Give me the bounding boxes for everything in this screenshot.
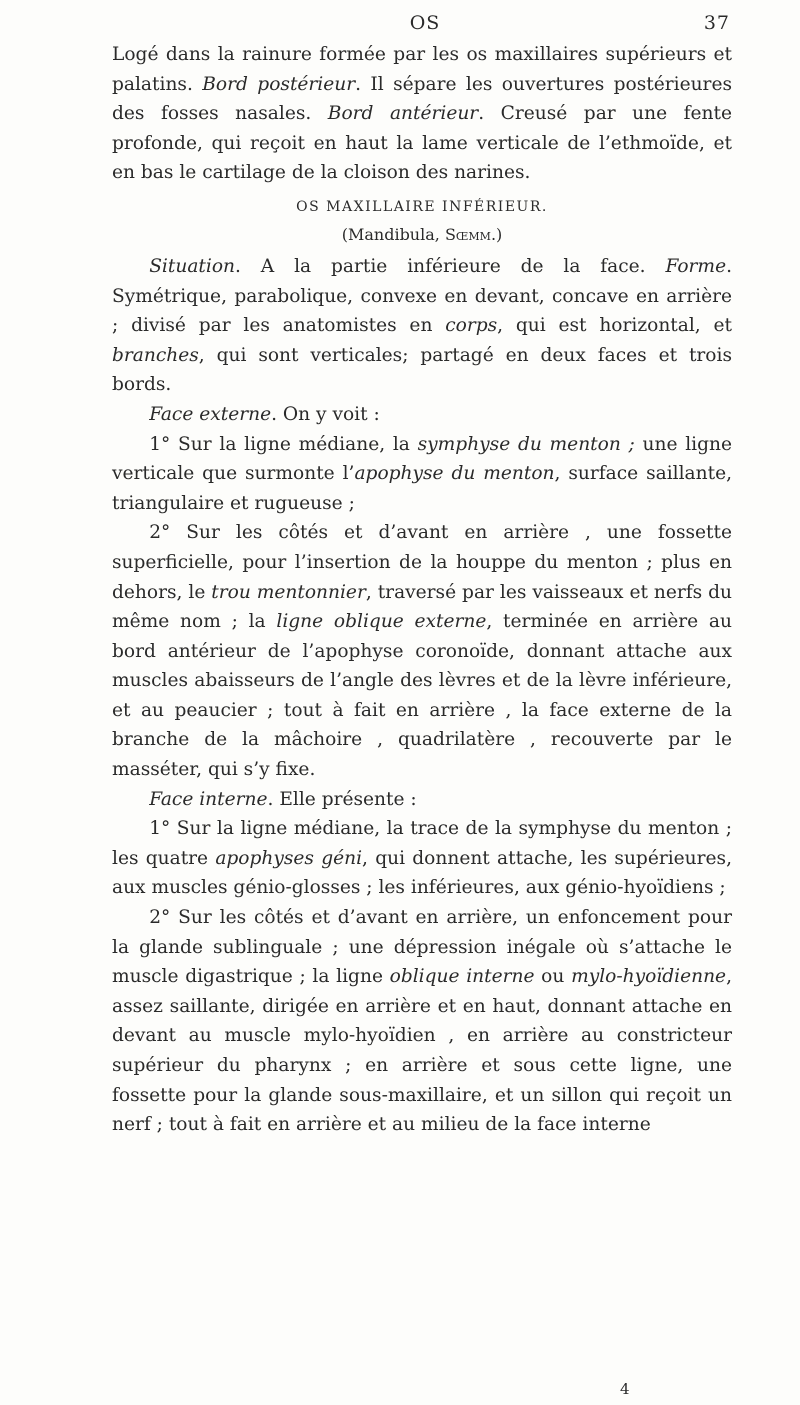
paragraph-situation: Situation. A la partie inférieure de la face. Forme. Symétrique, parabolique, convexe en devant, concave en arrière ; divisé par les anatomistes en corps, qui est horizontal, et branches, qui sont verticales; partagé en deux faces et trois bords. bbox=[112, 255, 732, 396]
running-head bbox=[120, 12, 730, 38]
body-text bbox=[112, 40, 732, 1140]
paragraph-vomer-end: Logé dans la rainure formée par les os maxillaires supérieurs et palatins. Bord postérieur. Il sépare les ouvertures postérieures des fosses nasales. Bord antérieur. Creusé par une fente profonde, qui reçoit en haut la lame verticale de l’ethmoïde, et en bas le cartilage de la cloison des narines. bbox=[112, 44, 732, 184]
page-number: 37 bbox=[703, 12, 730, 34]
paragraph-face-interne: Face interne. Elle présente : bbox=[149, 788, 417, 810]
paragraph-face-externe: Face externe. On y voit : bbox=[149, 403, 380, 425]
paragraph-interne-1: 1° Sur la ligne médiane, la trace de la symphyse du menton ; les quatre apophyses géni, qui donnent attache, les supérieures, aux muscles génio-glosses ; les inférieures, aux génio-hyoïdiens ; bbox=[112, 818, 732, 899]
section-subheading: (Mandibula, Sœmm.) bbox=[341, 224, 503, 244]
section-heading: OS MAXILLAIRE INFÉRIEUR. bbox=[296, 198, 548, 215]
running-title: OS bbox=[409, 12, 441, 34]
paragraph-externe-2: 2° Sur les côtés et d’avant en arrière , une fossette superficielle, pour l’insertion de la houppe du menton ; plus en dehors, le trou mentonnier, traversé par les vaisseaux et nerfs du même nom ; la ligne oblique externe, terminée en arrière au bord antérieur de l’apophyse coronoïde, donnant attache aux muscles abaisseurs de l’angle des lèvres et de la lèvre inférieure, et au peaucier ; tout à fait en arrière , la face externe de la branche de la mâchoire , quadrilatère , recouverte par le masséter, qui s’y fixe. bbox=[112, 522, 732, 781]
paragraph-externe-1: 1° Sur la ligne médiane, la symphyse du menton ; une ligne verticale que surmonte l’apophyse du menton, surface saillante, triangulaire et rugueuse ; bbox=[112, 433, 733, 514]
paragraph-interne-2: 2° Sur les côtés et d’avant en arrière, un enfoncement pour la glande sublinguale ; une dépression inégale où s’attache le muscle digastrique ; la ligne oblique interne ou mylo-hyoïdienne, assez saillante, dirigée en arrière et en haut, donnant attache en devant au muscle mylo-hyoïdien , en arrière au constricteur supérieur du pharynx ; en arrière et sous cette ligne, une fossette pour la glande sous-maxillaire, et un sillon qui reçoit un nerf ; tout à fait en arrière et au milieu de la face interne bbox=[112, 907, 732, 1136]
signature-mark: 4 bbox=[620, 1380, 630, 1398]
